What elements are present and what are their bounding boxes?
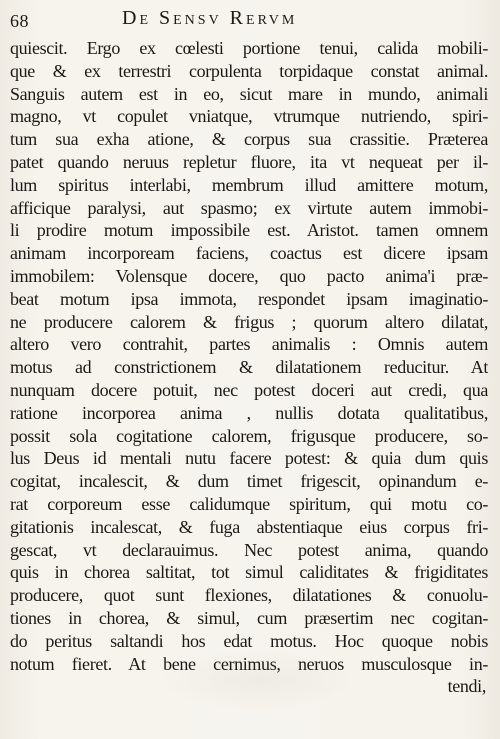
catchword: tendi,: [447, 676, 486, 697]
text-line: producere, quot sunt flexiones, dilatationes & conuolu-: [10, 585, 488, 606]
text-line: magno, vt copulet vniatque, vtrumque nutriendo, spiri-: [10, 106, 488, 127]
text-line: que & ex terrestri corpulenta torpidaque constat animal.: [10, 60, 488, 81]
text-line: ratione incorporea anima , nullis dotata qualitatibus,: [10, 402, 488, 423]
text-line: lum spiritus interlabi, membrum illud amittere motum,: [10, 174, 488, 195]
text-line: afficique paralysi, aut spasmo; ex virtute autem immobi-: [10, 197, 488, 218]
text-line: notum fieret. At bene cernimus, neruos musculosque in-: [10, 653, 488, 674]
text-line: lus Deus id mentali nutu facere potest: & quia dum quis: [10, 448, 488, 469]
text-line: motus ad constrictionem & dilatationem reducitur. At: [10, 357, 488, 378]
body-text: [10, 37, 488, 698]
text-line: possit sola cogitatione calorem, frigusque producere, so-: [10, 425, 488, 446]
text-line: animam incorpoream faciens, coactus est dicere ipsam: [10, 243, 488, 264]
text-line: do peritus saltandi hos edat motus. Hoc quoque nobis: [10, 630, 488, 651]
text-line: gescat, vt declarauimus. Nec potest anima, quando: [10, 539, 488, 560]
show-through-stain: [160, 650, 360, 710]
text-line: immobilem: Volensque docere, quo pacto anima'i præ-: [10, 265, 488, 286]
text-line: altero vero contrahit, partes animalis : Omnis autem: [10, 334, 488, 355]
text-line: quis in chorea saltitat, tot simul caliditates & frigiditates: [10, 562, 488, 583]
text-line: patet quando neruus repletur fluore, ita vt nequeat per il-: [10, 151, 488, 172]
text-line: Sanguis autem est in eo, sicut mare in mundo, animali: [10, 83, 488, 104]
text-line: quiescit. Ergo ex cœlesti portione tenui, calida mobili-: [10, 38, 488, 58]
text-line: nunquam docere potuit, nec potest doceri aut credi, qua: [10, 379, 488, 400]
text-line: li prodire motum impossibile est. Aristot. tamen omnem: [10, 220, 488, 241]
text-line: tiones in chorea, & simul, cum præsertim nec cogitan-: [10, 607, 488, 628]
running-head: De Sensv Rervm: [122, 7, 298, 29]
text-line: ne producere calorem & frigus ; quorum altero dilatat,: [10, 311, 488, 332]
text-line: tum sua exha atione, & corpus sua crassitie. Præterea: [10, 129, 488, 150]
text-line: beat motum ipsa immota, respondet ipsam imaginatio-: [10, 288, 488, 309]
page-number: 68: [10, 11, 29, 31]
text-line: rat corporeum esse calidumque spiritum, qui motu co-: [10, 493, 488, 514]
text-line: cogitat, incalescit, & dum timet frigescit, opinandum e-: [10, 471, 488, 492]
page-header: [10, 7, 488, 33]
text-line: gitationis incalescat, & fuga abstentiaque eius corpus fri-: [10, 516, 488, 537]
